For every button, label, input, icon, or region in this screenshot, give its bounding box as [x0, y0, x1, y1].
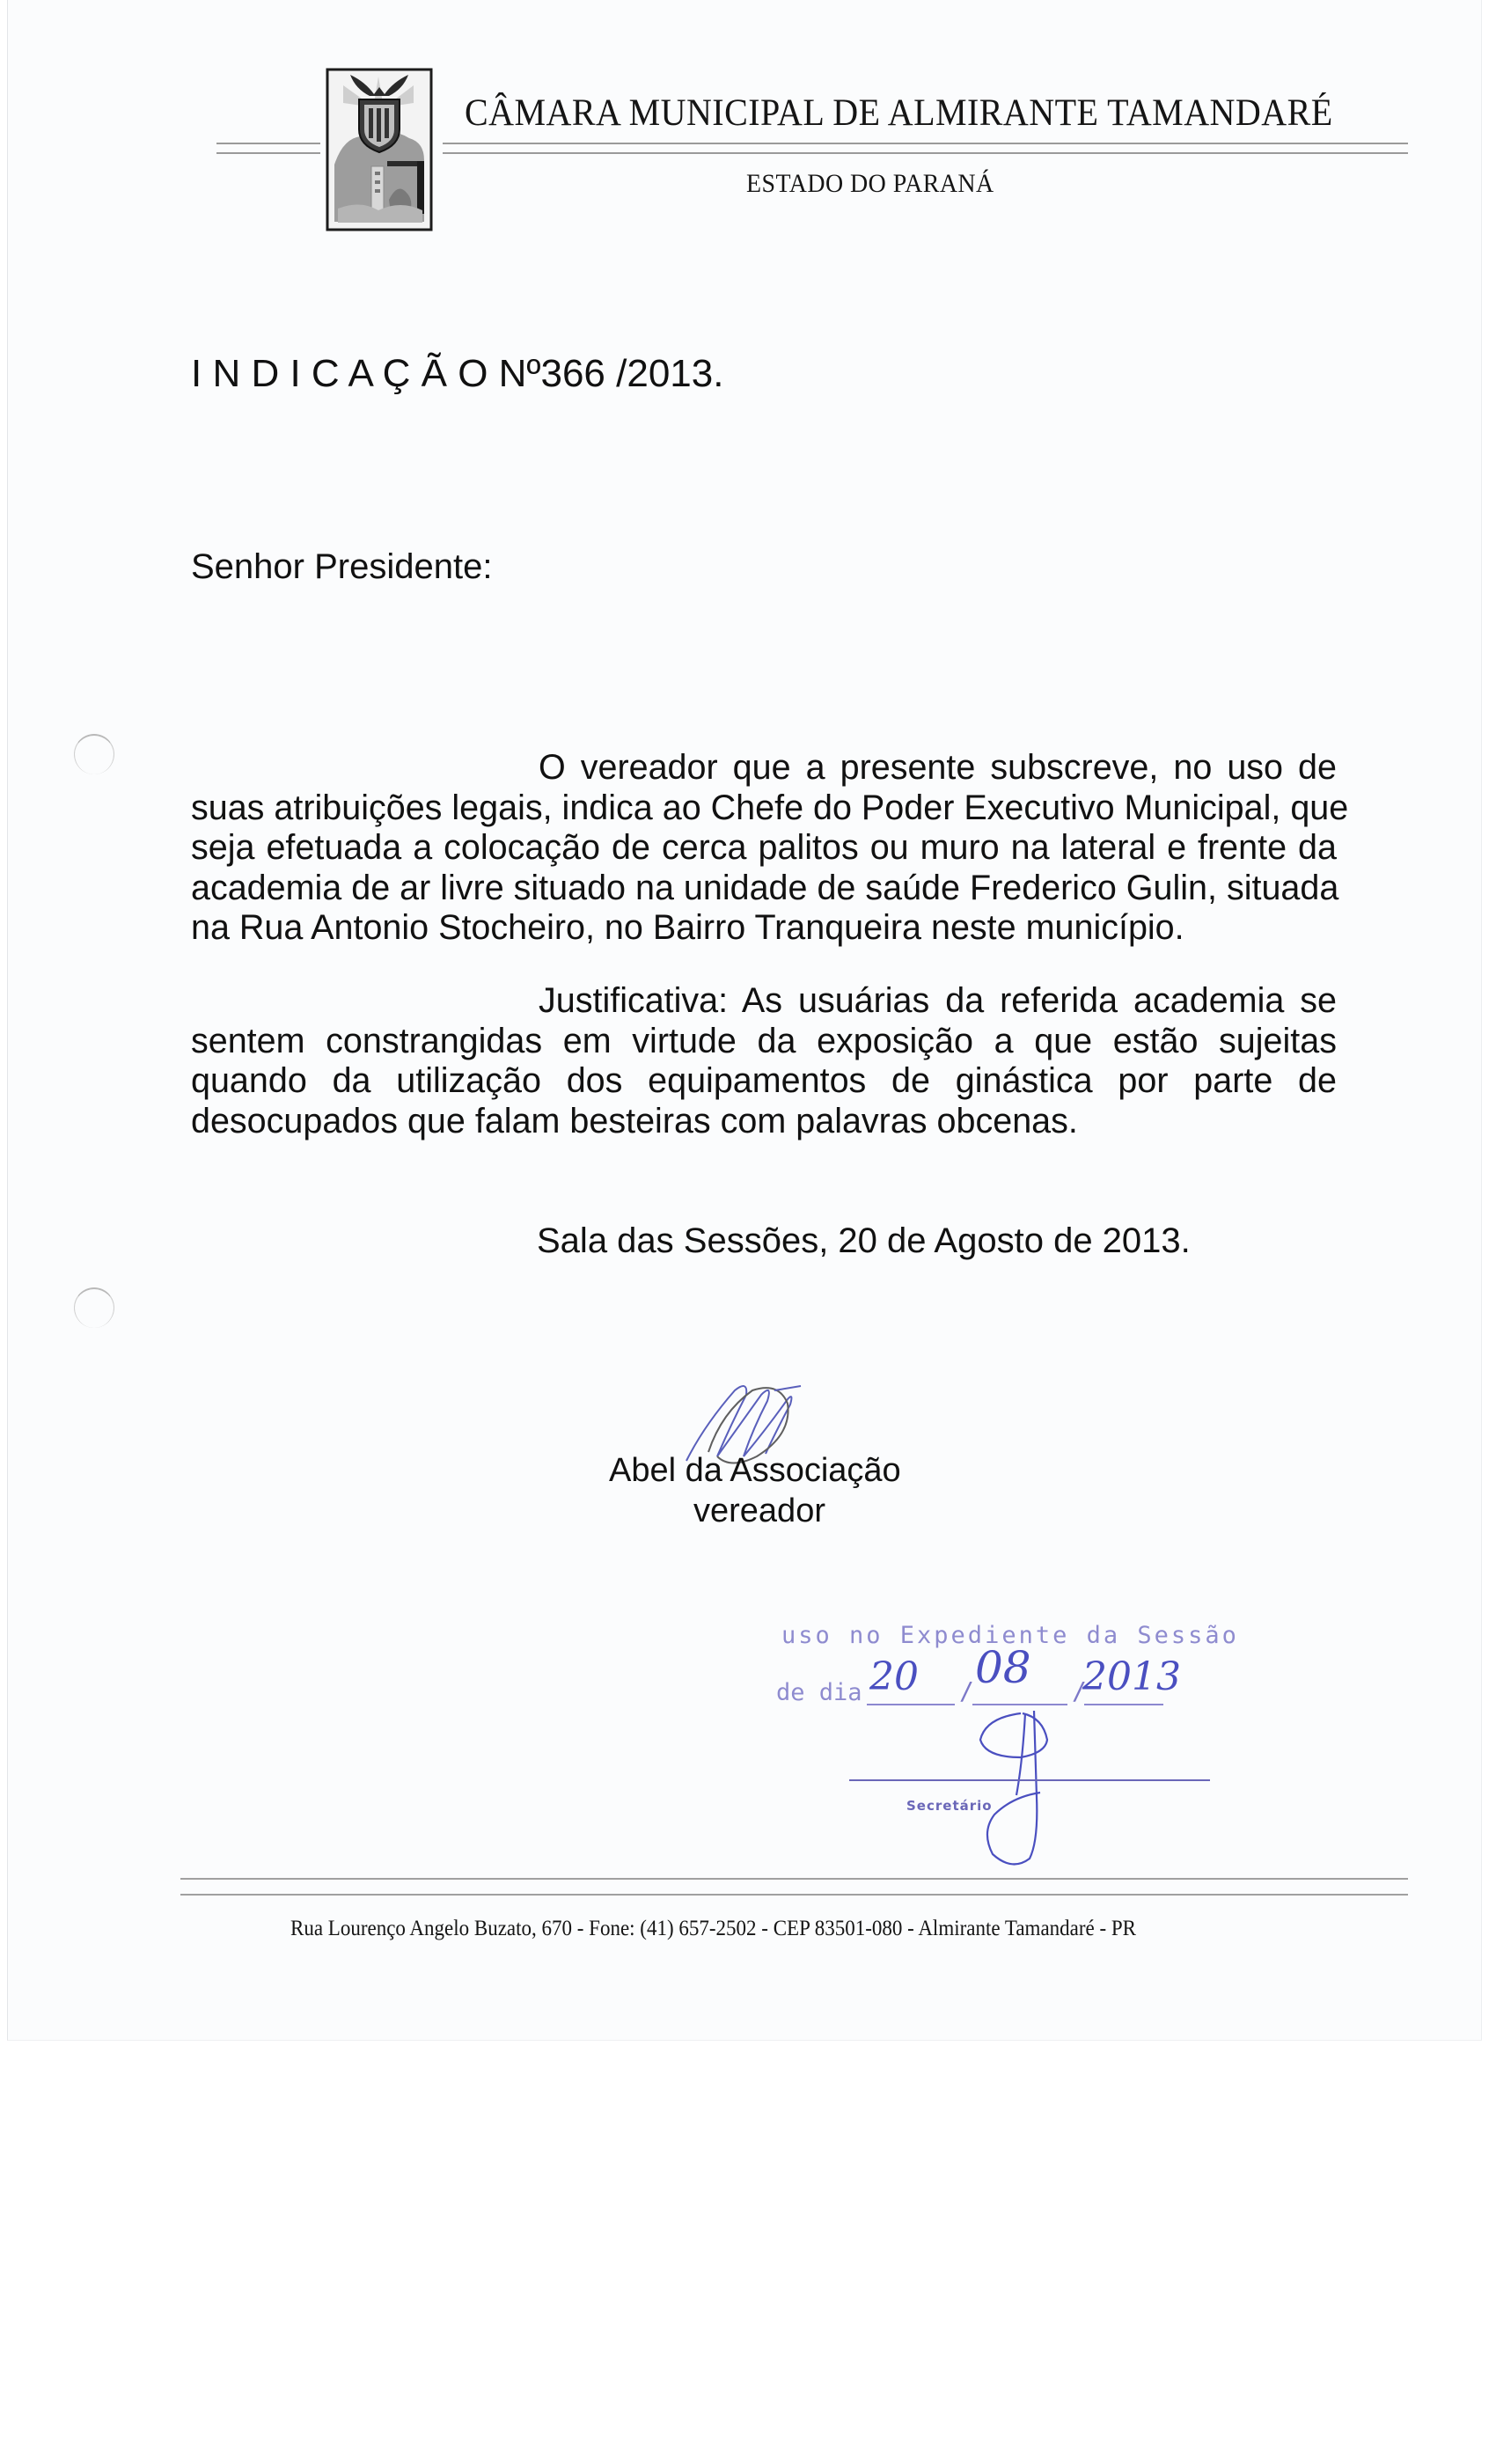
secretary-signature	[968, 1709, 1065, 1876]
stamp-month-handwritten: 08	[975, 1642, 1031, 1693]
stamp-underline	[867, 1704, 955, 1705]
session-date-line: Sala das Sessões, 20 de Agosto de 2013.	[537, 1221, 1191, 1260]
footer-divider-line	[180, 1894, 1408, 1896]
document-title: I N D I C A Ç Ã O Nº366 /2013.	[191, 352, 724, 395]
stamp-year-handwritten: 2013	[1082, 1654, 1181, 1699]
signer-name: Abel da Associação	[609, 1452, 901, 1489]
stamp-day-label: de dia	[776, 1679, 862, 1706]
body-line: na Rua Antonio Stocheiro, no Bairro Tranqueira neste município.	[191, 908, 1184, 947]
header-divider-line	[216, 152, 320, 154]
state-name: ESTADO DO PARANÁ	[746, 169, 994, 198]
body-line: O vereador que a presente subscreve, no uso de	[539, 748, 1337, 787]
body-line: academia de ar livre situado na unidade de saúde Frederico Gulin, situada	[191, 868, 1339, 907]
stamp-day-handwritten: 20	[869, 1654, 919, 1699]
punch-hole-mark	[74, 734, 114, 774]
signature-label: Secretário	[906, 1798, 993, 1814]
stamp-underline	[972, 1704, 1067, 1705]
body-line: seja efetuada a colocação de cerca palitos ou muro na lateral e frente da	[191, 828, 1337, 867]
header-divider-line	[216, 143, 320, 144]
footer-address: Rua Lourenço Angelo Buzato, 670 - Fone: (41) 657-2502 - CEP 83501-080 - Almirante Tamandaré - PR	[290, 1917, 1137, 1940]
body-paragraph	[191, 748, 1349, 949]
header-divider-line	[443, 152, 1408, 154]
salutation: Senhor Presidente:	[191, 547, 493, 586]
footer-divider-line	[180, 1878, 1408, 1880]
stamp-slash: /	[959, 1676, 974, 1705]
justification-line: sentem constrangidas em virtude da exposição a que estão sujeitas	[191, 1021, 1337, 1060]
signature-line	[849, 1779, 1210, 1781]
justification-line: desocupados que falam besteiras com palavras obcenas.	[191, 1101, 1078, 1140]
body-line: suas atribuições legais, indica ao Chefe do Poder Executivo Municipal, que	[191, 788, 1349, 827]
signer-role: vereador	[693, 1492, 825, 1529]
justification-paragraph	[191, 981, 1337, 1141]
stamp-session-text: uso no Expediente da Sessão	[781, 1622, 1239, 1649]
justification-line: Justificativa: As usuárias da referida academia se	[539, 981, 1337, 1020]
justification-line: quando da utilização dos equipamentos de ginástica por parte de	[191, 1061, 1337, 1100]
coat-of-arms-logo	[326, 68, 433, 231]
stamp-slash: /	[1072, 1676, 1087, 1705]
stamp-underline	[1084, 1704, 1163, 1705]
header-divider-line	[443, 143, 1408, 144]
institution-name: CÂMARA MUNICIPAL DE ALMIRANTE TAMANDARÉ	[465, 92, 1333, 134]
punch-hole-mark	[74, 1287, 114, 1328]
